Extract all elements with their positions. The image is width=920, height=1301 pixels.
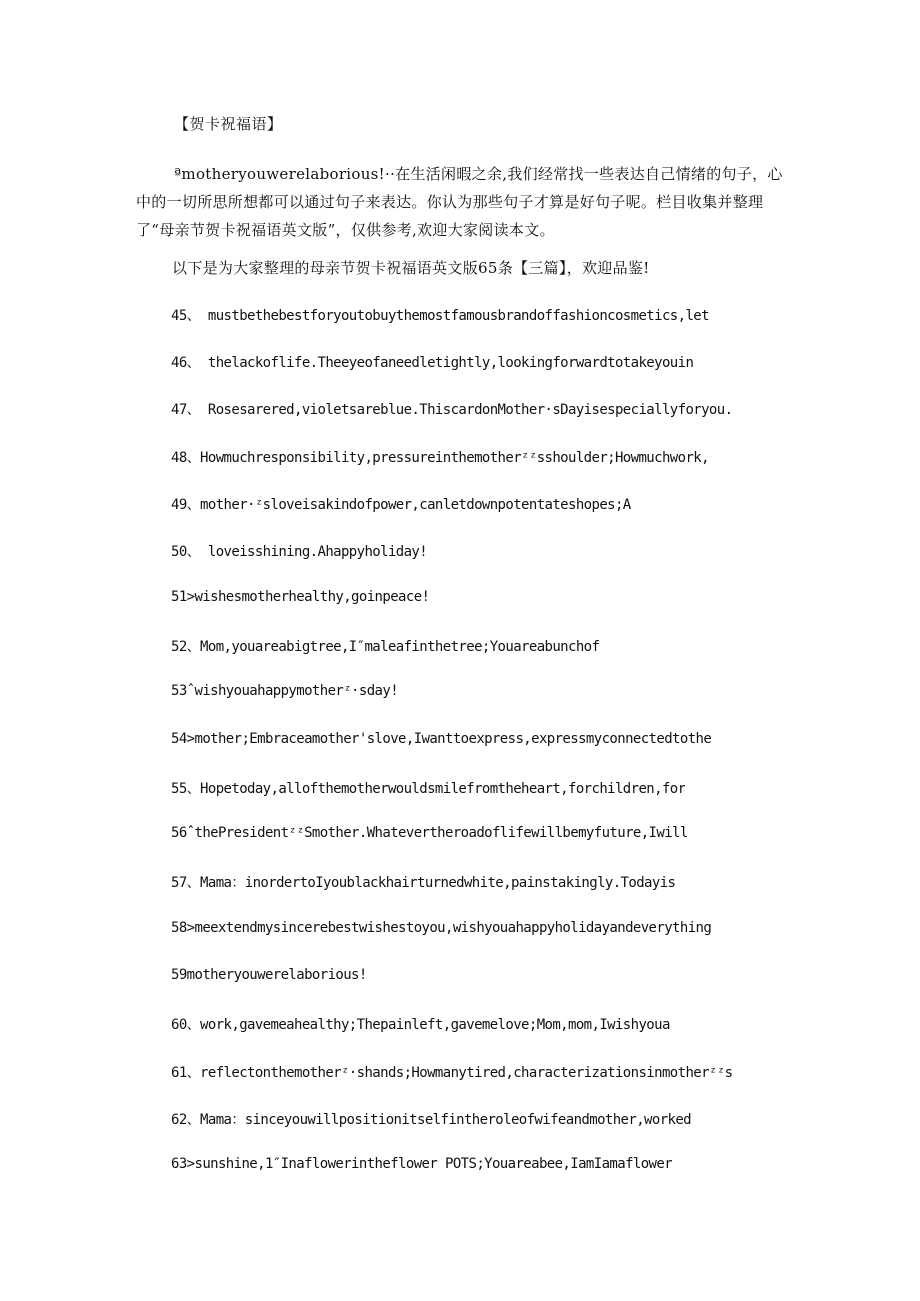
list-item: 46、 thelackoflife.Theeyeofaneedletightly,lookingforwardtotakeyouin [171, 355, 694, 371]
list-item: 45、 mustbethebestforyoutobuythemostfamousbrandoffashioncosmetics,let [171, 308, 709, 324]
document-heading: 【贺卡祝福语】 [174, 115, 283, 133]
list-item: 56ˆthePresidentᶻᶻSmother.Whatevertheroadoflifewillbemyfuture,Iwill [171, 825, 688, 841]
list-item: 63>sunshine,1″Inaflowerintheflower POTS;Youareabee,IamIamaflower [171, 1156, 673, 1172]
list-item: 47、 Rosesarered,violetsareblue.ThiscardonMother·sDayisespeciallyforyou. [171, 402, 733, 418]
list-item: 48、Howmuchresponsibility,pressureinthemotherᶻᶻsshoulder;Howmuchwork, [171, 450, 709, 466]
list-item: 55、Hopetoday,allofthemotherwouldsmilefromtheheart,forchildren,for [171, 781, 686, 797]
intro-paragraph: ªmotheryouwerelaborious!··在生活闲暇之余,我们经常找一些表达自己情绪的句子，心中的一切所思所想都可以通过句子来表达。你认为那些句子才算是好句子呢。栏目收集并整理了“母亲节贺卡祝福语英文版”，仅供参考,欢迎大家阅读本文。 [136, 165, 783, 239]
list-item: 54>mother;Embraceamother'slove,Iwanttoexpress,expressmyconnectedtothe [171, 731, 712, 747]
list-item: 59motheryouwerelaborious! [171, 967, 367, 983]
intro-line: 以下是为大家整理的母亲节贺卡祝福语英文版65条【三篇】，欢迎品鉴! [172, 259, 650, 277]
list-item: 50、 loveisshining.Ahappyholiday! [171, 544, 428, 560]
list-item: 60、work,gavemeahealthy;Thepainleft,gavemelove;Mom,mom,Iwishyoua [171, 1017, 670, 1033]
list-item: 62、Mama：sinceyouwillpositionitselfintheroleofwifeandmother,worked [171, 1112, 692, 1128]
list-item: 58>meextendmysincerebestwishestoyou,wishyouahappyholidayandeverything [171, 920, 712, 936]
list-item: 51>wishesmotherhealthy,goinpeace! [171, 589, 430, 605]
list-item: 52、Mom,youareabigtree,I″maleafinthetree;Youareabunchof [171, 639, 600, 655]
list-item: 57、Mama：inordertoIyoublackhairturnedwhite,painstakingly.Todayis [171, 875, 676, 891]
list-item: 49、mother·ᶻsloveisakindofpower,canletdownpotentateshopes;A [171, 497, 631, 513]
list-item: 53ˆwishyouahappymotherᶻ·sday! [171, 683, 399, 699]
list-item: 61、reflectonthemotherᶻ·shands;Howmanytired,characterizationsinmotherᶻᶻs [171, 1065, 733, 1081]
